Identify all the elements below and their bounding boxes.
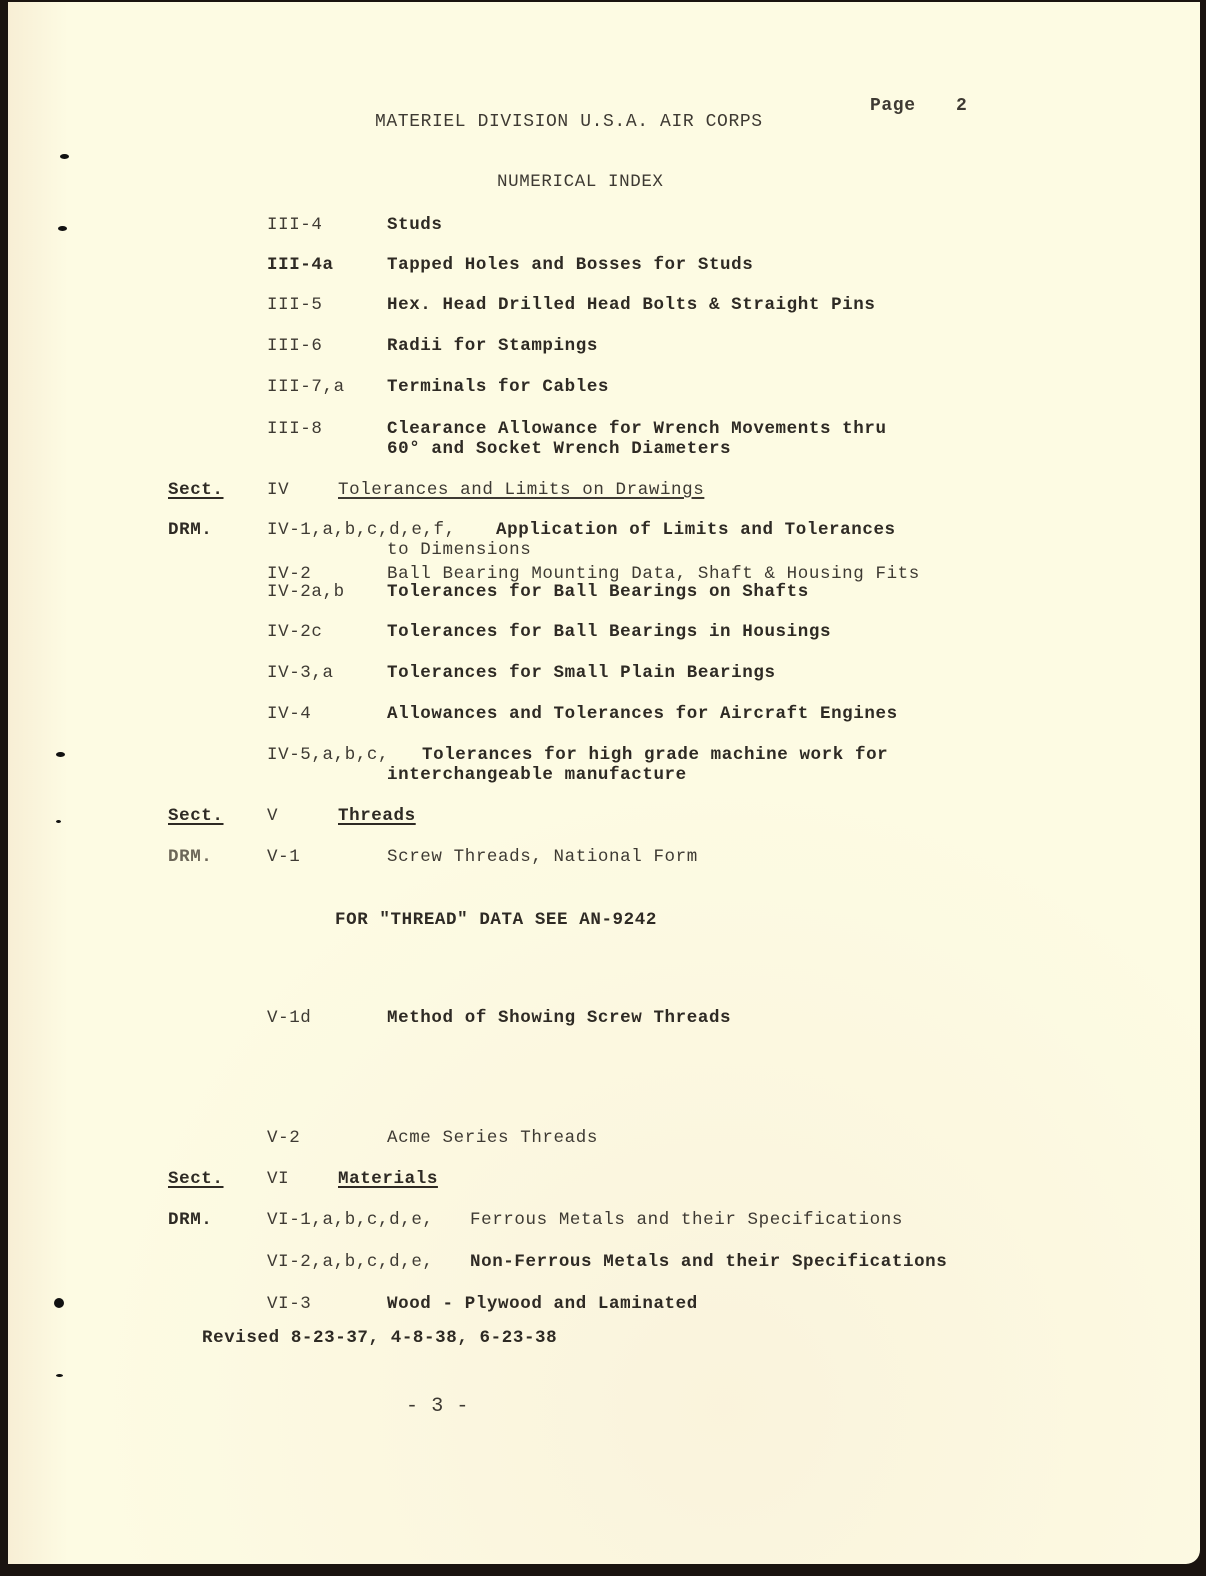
item-desc: Tolerances for Ball Bearings in Housings: [387, 622, 832, 642]
item-desc: Tolerances for high grade machine work for: [422, 745, 889, 765]
section-numeral: VI: [267, 1169, 290, 1189]
item-code: III-8: [267, 419, 323, 439]
sect-label: Sect.: [168, 806, 224, 826]
punch-hole: [56, 820, 61, 823]
item-code: III-6: [267, 336, 323, 356]
item-code: IV-3,a: [267, 663, 334, 683]
section-title: Threads: [338, 806, 416, 826]
item-desc: Clearance Allowance for Wrench Movements thru: [387, 419, 887, 439]
item-desc: Screw Threads, National Form: [387, 847, 698, 867]
item-code: VI-3: [267, 1294, 312, 1314]
item-code: VI-1,a,b,c,d,e,: [267, 1210, 434, 1230]
index-heading: NUMERICAL INDEX: [497, 172, 664, 192]
document-title: MATERIEL DIVISION U.S.A. AIR CORPS: [375, 112, 763, 132]
item-desc: Tapped Holes and Bosses for Studs: [387, 255, 754, 275]
page-number: 2: [956, 96, 968, 116]
item-desc-cont: 60° and Socket Wrench Diameters: [387, 439, 732, 459]
item-desc-cont: interchangeable manufacture: [387, 765, 687, 785]
item-desc: Studs: [387, 215, 443, 235]
punch-hole: [54, 1298, 64, 1308]
page-label: Page: [870, 96, 916, 116]
item-code: III-5: [267, 295, 323, 315]
document-page: [8, 2, 1200, 1564]
page-footer-number: - 3 -: [406, 1395, 470, 1418]
punch-hole: [58, 226, 67, 231]
item-desc: Tolerances for Ball Bearings on Shafts: [387, 582, 809, 602]
item-code: IV-1,a,b,c,d,e,f,: [267, 520, 456, 540]
item-desc: Wood - Plywood and Laminated: [387, 1294, 698, 1314]
item-desc: Radii for Stampings: [387, 336, 598, 356]
sect-label: Sect.: [168, 480, 224, 500]
drm-label: DRM.: [168, 520, 213, 540]
item-code: IV-4: [267, 704, 312, 724]
punch-hole: [56, 1374, 63, 1377]
item-code: VI-2,a,b,c,d,e,: [267, 1252, 434, 1272]
punch-hole: [56, 752, 65, 757]
sect-label: Sect.: [168, 1169, 224, 1189]
item-desc: Terminals for Cables: [387, 377, 610, 397]
revision-dates: Revised 8-23-37, 4-8-38, 6-23-38: [202, 1328, 558, 1348]
punch-hole: [60, 154, 69, 159]
section-title: Materials: [338, 1169, 438, 1189]
item-code: V-1d: [267, 1008, 312, 1028]
item-desc: Acme Series Threads: [387, 1128, 598, 1148]
item-desc: Non-Ferrous Metals and their Specifications: [470, 1252, 948, 1272]
section-numeral: IV: [267, 480, 290, 500]
item-code: V-1: [267, 847, 301, 867]
item-desc: Ball Bearing Mounting Data, Shaft & Housing Fits: [387, 564, 920, 584]
item-code: IV-5,a,b,c,: [267, 745, 390, 765]
section-title: Tolerances and Limits on Drawings: [338, 480, 705, 500]
item-desc: Ferrous Metals and their Specifications: [470, 1210, 903, 1230]
item-code: IV-2c: [267, 622, 323, 642]
thread-note: FOR "THREAD" DATA SEE AN-9242: [335, 910, 657, 930]
item-desc: Application of Limits and Tolerances: [496, 520, 896, 540]
drm-label: DRM.: [168, 1210, 213, 1230]
item-code: III-4: [267, 215, 323, 235]
item-code: III-7,a: [267, 377, 345, 397]
item-desc: Tolerances for Small Plain Bearings: [387, 663, 776, 683]
item-desc: Method of Showing Screw Threads: [387, 1008, 732, 1028]
drm-label: DRM.: [168, 847, 213, 867]
item-desc: Hex. Head Drilled Head Bolts & Straight Pins: [387, 295, 876, 315]
section-numeral: V: [267, 806, 279, 826]
item-code: V-2: [267, 1128, 301, 1148]
item-code: IV-2a,b: [267, 582, 345, 602]
item-desc-cont: to Dimensions: [387, 540, 532, 560]
item-desc: Allowances and Tolerances for Aircraft Engines: [387, 704, 898, 724]
item-code: III-4a: [267, 255, 334, 275]
item-code: IV-2: [267, 564, 312, 584]
